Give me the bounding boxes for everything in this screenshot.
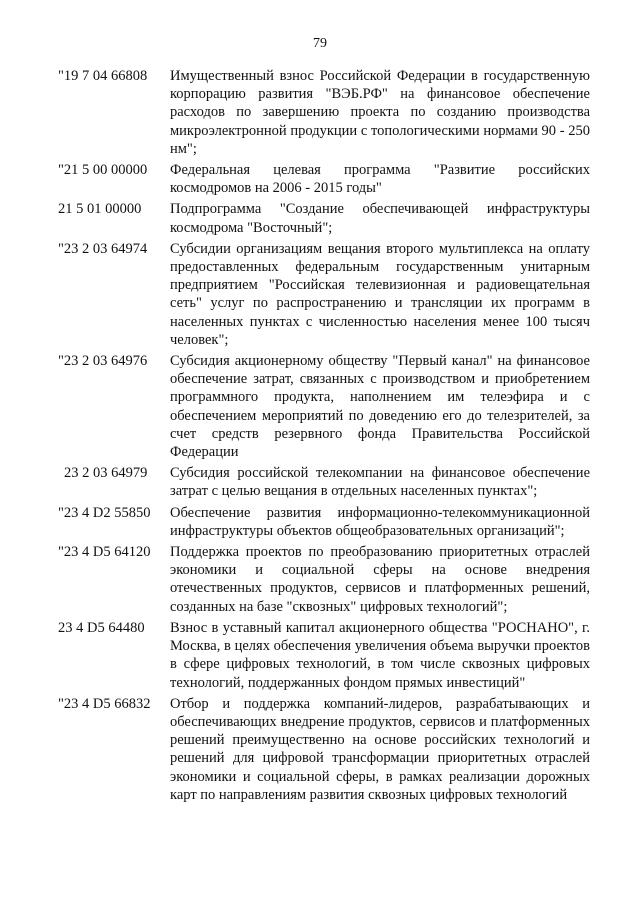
list-item (58, 240, 590, 349)
budget-code-description: Субсидия акционерному обществу "Первый канал" на финансовое обеспечение затрат, связанных с производством и приобретением программного продукта, наполнением им телеэфира и с обеспечением мероприятий по доведению его до телезрителей, за счет средств резервного фонда Правительства Российской Федерации (170, 353, 590, 461)
list-item (58, 161, 590, 197)
budget-code: 23 2 03 64979 (64, 465, 148, 482)
list-item (58, 543, 590, 616)
list-item (58, 352, 590, 461)
budget-code-description: Поддержка проектов по преобразованию приоритетных отраслей экономики и социальной сферы на основе внедрения отечественных продуктов, сервисов и платформенных решений, созданных на базе "сквозных" цифровых технологий"; (170, 544, 590, 615)
budget-code-description: Обеспечение развития информационно-телекоммуникационной инфраструктуры объектов общеобразовательных организаций"; (170, 504, 590, 539)
budget-code: "23 4 D2 55850 (58, 504, 151, 521)
budget-code: "19 7 04 66808 (58, 68, 148, 84)
budget-code: 21 5 01 00000 (58, 201, 142, 218)
budget-code: "23 2 03 64976 (58, 353, 148, 370)
budget-code-description: Взнос в уставный капитал акционерного общества "РОСНАНО", г. Москва, в целях обеспечения увеличения объема выручки проектов в сфере цифровых технологий, в том числе сквозных цифровых технологий, поддержанных фондом прямых инвестиций" (170, 619, 590, 691)
budget-code: "21 5 00 00000 (58, 162, 148, 179)
budget-code-description: Субсидия российской телекомпании на финансовое обеспечение затрат с целью вещания в отдельных населенных пунктах"; (170, 465, 590, 500)
budget-code: 23 4 D5 64480 (58, 619, 145, 636)
list-item (58, 695, 590, 804)
list-item (58, 504, 590, 540)
budget-code-description: Федеральная целевая программа "Развитие российских космодромов на 2006 - 2015 годы" (170, 162, 590, 197)
list-item (58, 200, 590, 236)
list-item (58, 67, 590, 158)
budget-code-description: Субсидии организациям вещания второго мультиплекса на оплату предоставленных федеральным государственным унитарным предприятием "Российская телевизионная и радиовещательная сеть" услуг по распространению и трансляции их программ в населенных пунктах с численностью населения менее 100 тысяч человек"; (170, 240, 590, 348)
budget-code-description: Подпрограмма "Создание обеспечивающей инфраструктуры космодрома "Восточный"; (170, 201, 590, 236)
budget-code-list (58, 67, 590, 807)
budget-code: "23 4 D5 64120 (58, 544, 151, 561)
budget-code-description: Отбор и поддержка компаний-лидеров, разрабатывающих и обеспечивающих внедрение продуктов, сервисов и платформенных решений преимущественно на основе российских технологий и решений для цифровой трансформации приоритетных отраслей экономики и социальной сферы, в рамках реализации дорожных карт по направлениям развития сквозных цифровых технологий (170, 695, 590, 803)
list-item (58, 619, 590, 692)
budget-code: "23 4 D5 66832 (58, 695, 151, 712)
budget-code-description: Имущественный взнос Российской Федерации в государственную корпорацию развития "ВЭБ.РФ" на финансовое обеспечение расходов по завершению проекта по созданию производства микроэлектронной продукции с топологическими нормами 90 - 250 нм"; (170, 68, 590, 157)
budget-code: "23 2 03 64974 (58, 240, 148, 257)
page-number: 79 (313, 36, 327, 51)
list-item (58, 464, 590, 500)
